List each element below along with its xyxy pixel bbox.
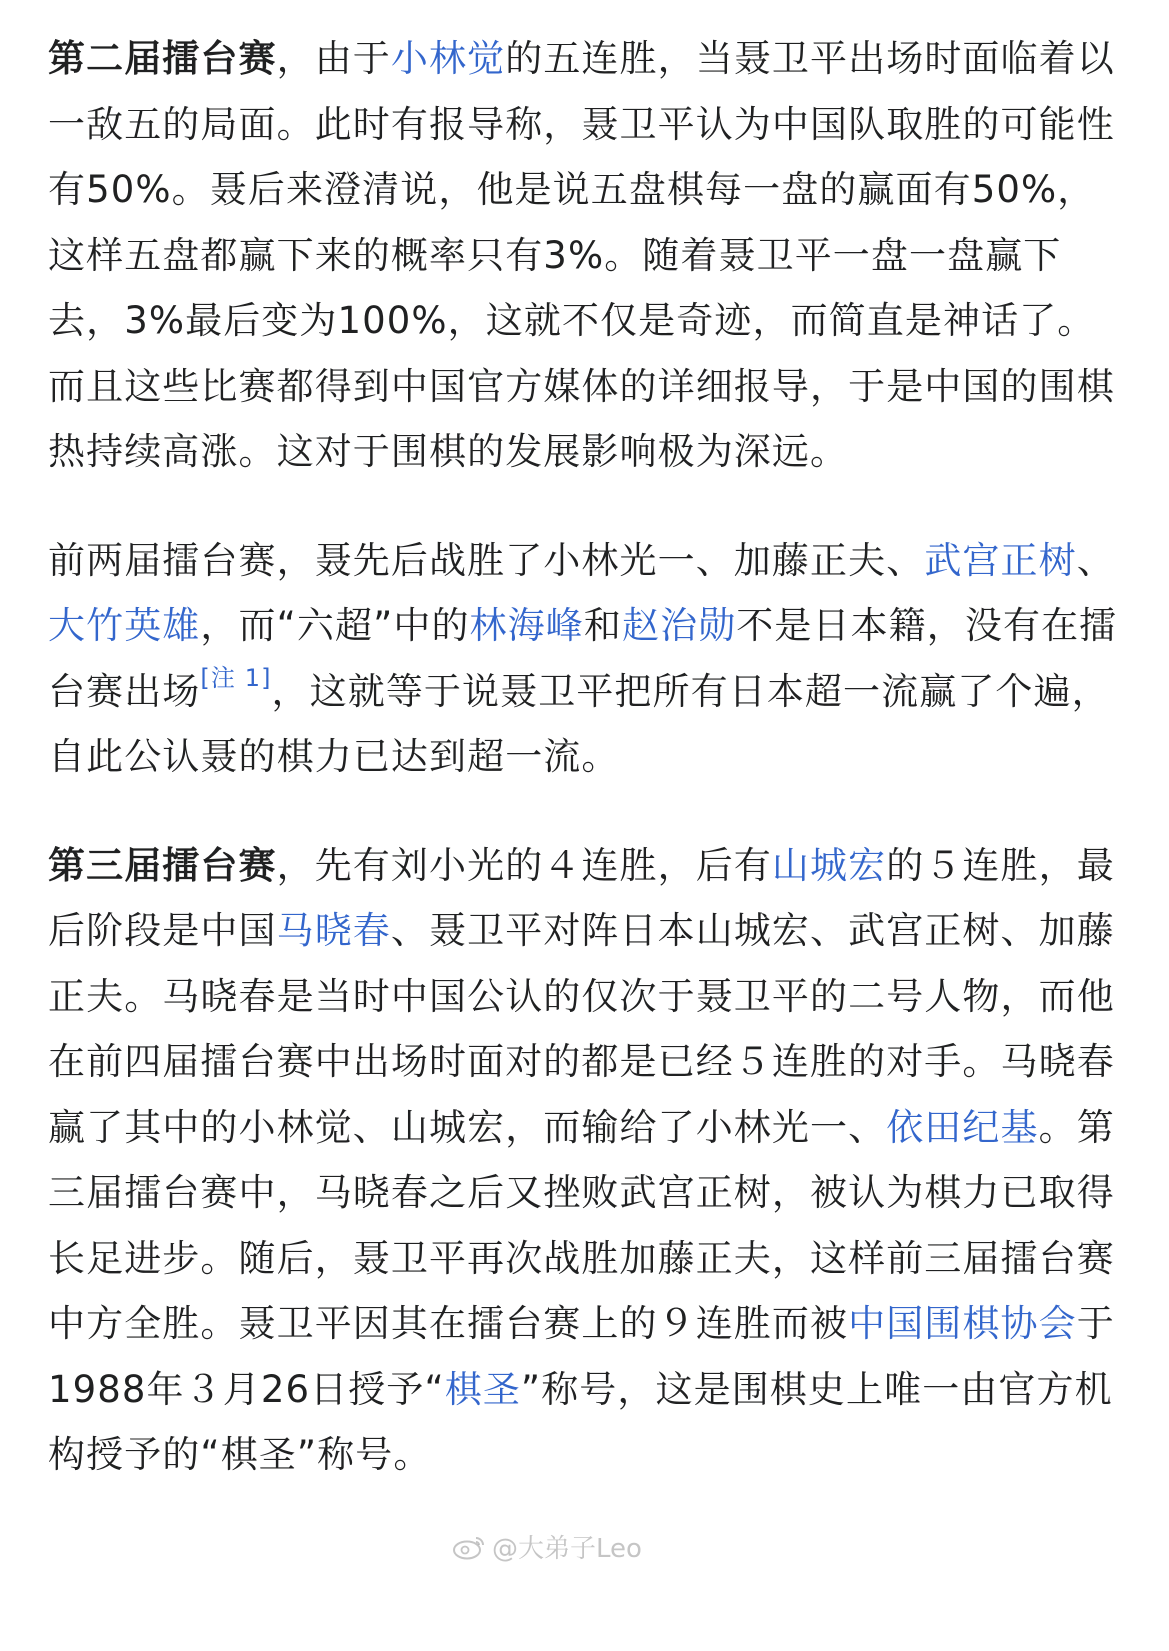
paragraph-second-arena [48, 26, 1128, 485]
link-otake-hideo[interactable]: 大竹英雄 [48, 604, 201, 647]
text-run: ，先有刘小光的４连胜，后有 [276, 843, 772, 887]
article-body [48, 26, 1128, 1488]
link-rin-kaiho[interactable]: 林海峰 [469, 604, 584, 647]
link-takemiya-masaki[interactable]: 武宫正树 [924, 538, 1077, 582]
note-1-link[interactable]: [注 1] [200, 663, 272, 692]
link-qisheng[interactable]: 棋圣 [444, 1367, 521, 1411]
text-run: ，而“六超”中的 [200, 604, 470, 647]
watermark-text: @大弟子Leo [492, 1534, 642, 1564]
weibo-icon [452, 1534, 486, 1560]
link-ma-xiaochun[interactable]: 马晓春 [276, 909, 391, 952]
text-run: 前两届擂台赛，聂先后战胜了小林光一、加藤正夫、 [48, 538, 925, 582]
text-run: 。第三届擂台赛中，马晓春之后又挫败武宫正树，被认为棋力已取得长足进步。随后，聂卫平再次战胜加藤正夫，这样前三届擂台赛中方全胜。聂卫平因其在擂台赛上的９连胜而被 [48, 1105, 1115, 1345]
watermark [452, 1528, 642, 1565]
bold-heading: 第二届擂台赛 [48, 37, 277, 80]
link-chinese-weiqi-association[interactable]: 中国围棋协会 [848, 1302, 1077, 1345]
text-run: 和 [583, 604, 622, 647]
bold-heading: 第三届擂台赛 [48, 843, 277, 887]
text-run: 、聂卫平对阵日本山城宏、武宫正树、加藤正夫。马晓春是当时中国公认的仅次于聂卫平的二号人物，而他在前四届擂台赛中出场时面对的都是已经５连胜的对手。马晓春赢了其中的小林觉、山城宏，而输给了小林光一、 [48, 909, 1115, 1149]
text-run: 、 [1076, 538, 1115, 582]
link-cho-chikun[interactable]: 赵治勋 [621, 604, 737, 647]
text-run: 于1988年３月26日授予“ [48, 1302, 1115, 1411]
link-kobayashi-satoru[interactable]: 小林觉 [390, 37, 506, 80]
text-run: ，由于 [276, 37, 391, 80]
text-run: ，这就等于说聂卫平把所有日本超一流赢了个遍，自此公认聂的棋力已达到超一流。 [48, 669, 1110, 778]
text-run: 的五连胜，当聂卫平出场时面临着以一敌五的局面。此时有报导称，聂卫平认为中国队取胜的可能性有50%。聂后来澄清说，他是说五盘棋每一盘的赢面有50%，这样五盘都赢下来的概率只有3%。随着聂卫平一盘一盘赢下去，3%最后变为100%，这就不仅是奇迹，而简直是神话了。而且这些比赛都得到中国官方媒体的详细报导，于是中国的围棋热持续高涨。这对于围棋的发展影响极为深远。 [48, 37, 1115, 473]
paragraph-third-arena [48, 833, 1128, 1488]
link-yamashiro-hiroshi[interactable]: 山城宏 [771, 843, 887, 887]
paragraph-first-two-arenas [48, 528, 1128, 790]
link-yoda-norimoto[interactable]: 依田纪基 [886, 1105, 1039, 1149]
text-run: 不是日本籍，没有在擂台赛出场 [48, 604, 1118, 713]
text-run: 的５连胜，最后阶段是中国 [48, 843, 1115, 952]
text-run: ”称号，这是围棋史上唯一由官方机构授予的“棋圣”称号。 [48, 1367, 1113, 1476]
